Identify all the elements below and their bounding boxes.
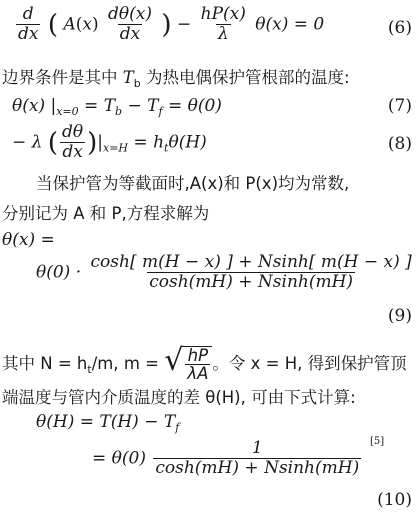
paragraph-line: 当保护管为等截面时,A(x)和 P(x)均为常数, — [36, 174, 350, 193]
equation-7: θ(x) $|_{x=0} = T_b - T_f = \theta(0)$ — [12, 96, 222, 118]
equation-6: $\frac{d}{dx}$ ( A(x) $\frac{d\theta(x)}{dx}$ ) − $\frac{hP(x)}{\lambda}$ θ(x) = 0 — [18, 4, 325, 44]
sqrt-expression: √ $\frac{hP}{\lambda A}$ — [164, 346, 212, 383]
paragraph-line: 其中 $N = h_t/m$, m = √ $\frac{hP}{\lambda A}$ 。令 x = H, 得到保护管顶 — [2, 343, 407, 384]
equation-number-8: (8) — [387, 134, 412, 154]
dtheta-dx-fraction: $\frac{d\theta(x)}{dx}$ — [108, 4, 152, 44]
equation-8: − λ ( $\frac{d\theta}{dx}$ )$|_{x=H} = h_t\theta(H)$ — [12, 122, 207, 162]
equation-number-9: (9) — [387, 306, 412, 326]
d-dx-fraction: $\frac{d}{dx}$ — [18, 4, 39, 44]
equation-9: θ(0) · $\frac{\cosh[ m(H - x) ] + Nsinh[ m(H - x) ]}{\cosh(mH) + Nsinh(mH)}$ — [36, 252, 412, 292]
equation-number-6: (6) — [387, 18, 412, 38]
equation-number-7: (7) — [387, 96, 412, 116]
paragraph-line: 分别记为 A 和 P,方程求解为 — [2, 204, 210, 223]
equation-10-line2: = θ(0) $\frac{1}{\cosh(mH) + Nsinh(mH)}$ — [92, 438, 360, 478]
equation-9-lhs: θ(x) = — [2, 230, 55, 250]
equation-number-10: (10) — [377, 490, 412, 510]
dtheta-dx-fraction-8: $\frac{d\theta}{dx}$ — [62, 122, 84, 162]
equation-10-fraction: $\frac{1}{\cosh(mH) + Nsinh(mH)}$ — [155, 438, 360, 478]
equation-9-fraction: $\frac{\cosh[ m(H - x) ] + Nsinh[ m(H - x) ]}{\cosh(mH) + Nsinh(mH)}$ — [90, 252, 412, 292]
boundary-condition-text: 边界条件是其中 $T_b$ 为热电偶保护管根部的温度: — [2, 68, 350, 90]
reference-marker: [5] — [370, 436, 385, 447]
equation-10-line1: $\theta(H) = T(H) - T_f$ — [36, 412, 180, 434]
paragraph-line: 端温度与管内介质温度的差 θ(H), 可由下式计算: — [2, 388, 356, 407]
hp-lambda-fraction: $\frac{hP(x)}{\lambda}$ — [200, 4, 246, 44]
